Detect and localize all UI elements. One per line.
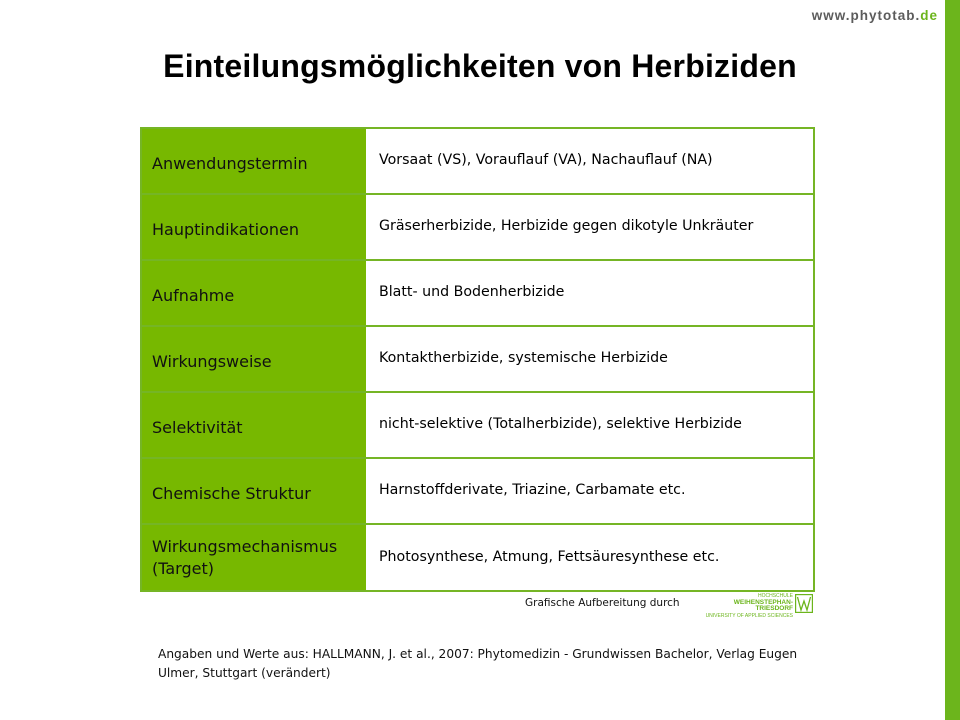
row-label-text: Wirkungsmechanismus (Target) bbox=[152, 536, 338, 578]
site-url-main: www.phytotab. bbox=[811, 8, 921, 23]
page-title: Einteilungsmöglichkeiten von Herbiziden bbox=[163, 48, 797, 84]
row-value bbox=[370, 129, 813, 193]
table-row bbox=[142, 393, 813, 459]
herbicide-classification-table bbox=[140, 127, 815, 592]
row-value-text: Gräserherbizide, Herbizide gegen dikotyle Unkräuter bbox=[379, 218, 754, 234]
table-row bbox=[142, 525, 813, 590]
row-value-text: Blatt- und Bodenherbizide bbox=[379, 284, 565, 300]
table-row bbox=[142, 195, 813, 261]
row-label-text: Aufnahme bbox=[152, 286, 235, 305]
row-value-text: Kontaktherbizide, systemische Herbizide bbox=[379, 350, 668, 366]
row-value bbox=[370, 459, 813, 523]
row-value-text: Photosynthese, Atmung, Fettsäuresynthese etc. bbox=[379, 548, 720, 565]
source-citation: Angaben und Werte aus: HALLMANN, J. et al., 2007: Phytomedizin - Grundwissen Bachelor, Verlag Eugen Ulmer, Stuttgart (verändert) bbox=[158, 647, 798, 680]
row-value bbox=[370, 393, 813, 457]
row-value-text: Vorsaat (VS), Vorauflauf (VA), Nachauflauf (NA) bbox=[379, 152, 713, 168]
row-label-text: Wirkungsweise bbox=[152, 352, 272, 371]
row-label bbox=[142, 195, 368, 259]
row-label-text: Selektivität bbox=[152, 418, 243, 437]
row-value bbox=[370, 195, 813, 259]
row-value-text: Harnstoffderivate, Triazine, Carbamate etc. bbox=[379, 482, 686, 498]
table-row bbox=[142, 261, 813, 327]
row-value-text: nicht-selektive (Totalherbizide), selektive Herbizide bbox=[379, 416, 742, 432]
row-value bbox=[370, 261, 813, 325]
row-label-text: Anwendungstermin bbox=[152, 154, 308, 173]
row-label bbox=[142, 261, 368, 325]
university-logo[interactable] bbox=[697, 593, 815, 619]
row-label-text: Chemische Struktur bbox=[152, 484, 311, 503]
row-label bbox=[142, 327, 368, 391]
logo-line-1: HOCHSCHULE bbox=[757, 593, 793, 599]
graphics-credit: Grafische Aufbereitung durch bbox=[525, 597, 680, 609]
side-accent-bar bbox=[945, 0, 960, 720]
site-url-tld: de bbox=[920, 8, 938, 23]
table-row bbox=[142, 459, 813, 525]
row-value bbox=[370, 525, 813, 590]
row-value bbox=[370, 327, 813, 391]
logo-line-3: UNIVERSITY OF APPLIED SCIENCES bbox=[705, 613, 793, 619]
row-label bbox=[142, 129, 368, 193]
table-row bbox=[142, 327, 813, 393]
row-label-text: Hauptindikationen bbox=[152, 220, 300, 239]
hswt-logo-icon bbox=[795, 594, 813, 613]
logo-wordmark bbox=[697, 593, 793, 619]
logo-line-2: WEIHENSTEPHAN-TRIESDORF bbox=[733, 599, 793, 612]
site-url[interactable] bbox=[812, 8, 938, 23]
table-row bbox=[142, 129, 813, 195]
row-label bbox=[142, 393, 368, 457]
row-label bbox=[142, 525, 368, 590]
row-label bbox=[142, 459, 368, 523]
